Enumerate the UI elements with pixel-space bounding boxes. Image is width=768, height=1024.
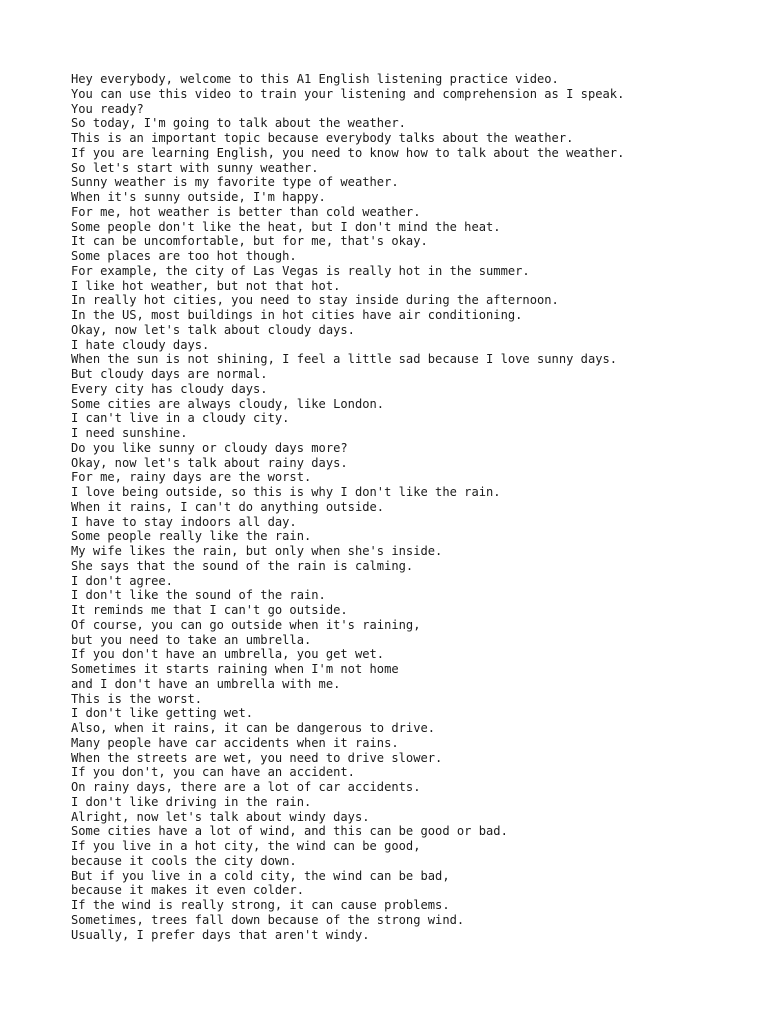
transcript-line: This is an important topic because everybody talks about the weather. (71, 131, 574, 145)
transcript-line: In the US, most buildings in hot cities have air conditioning. (71, 308, 523, 322)
transcript-line: So let's start with sunny weather. (71, 160, 319, 175)
transcript-line: For me, hot weather is better than cold weather. (71, 204, 421, 219)
transcript-line: I don't like driving in the rain. (71, 794, 312, 809)
transcript-line: and I don't have an umbrella with me. (71, 676, 341, 691)
transcript-line: Some people really like the rain. (71, 529, 312, 544)
transcript-line: Okay, now let's talk about rainy days. (71, 455, 348, 470)
transcript-line: I don't like getting wet. (71, 706, 254, 721)
transcript-line: I can't live in a cloudy city. (71, 411, 290, 426)
transcript-line: If you don't have an umbrella, you get wet. (71, 647, 385, 662)
transcript-line: For me, rainy days are the worst. (71, 470, 312, 485)
transcript-line: When it rains, I can't do anything outside. (71, 499, 385, 514)
transcript-line: I don't agree. (71, 573, 173, 588)
transcript-line: She says that the sound of the rain is calming. (71, 558, 414, 573)
transcript-line: Hey everybody, welcome to this A1 English listening practice video. (71, 72, 559, 86)
transcript-line: I have to stay indoors all day. (71, 514, 297, 529)
transcript-line: It can be uncomfortable, but for me, that's okay. (71, 234, 428, 249)
transcript-line: This is the worst. (71, 691, 203, 706)
transcript-line: Some cities are always cloudy, like London. (71, 396, 385, 411)
transcript-line: But if you live in a cold city, the wind can be bad, (71, 868, 450, 883)
transcript-line: When it's sunny outside, I'm happy. (71, 190, 326, 204)
transcript-line: but you need to take an umbrella. (71, 632, 312, 647)
transcript-line: I love being outside, so this is why I don't like the rain. (71, 485, 501, 499)
transcript-line: because it cools the city down. (71, 853, 297, 868)
transcript-line: When the streets are wet, you need to drive slower. (71, 750, 443, 765)
transcript-line: Some people don't like the heat, but I don't mind the heat. (71, 219, 501, 234)
transcript-line: In really hot cities, you need to stay inside during the afternoon. (71, 293, 559, 308)
transcript-line: because it makes it even colder. (71, 883, 304, 898)
transcript-line: For example, the city of Las Vegas is really hot in the summer. (71, 263, 530, 278)
transcript-line: But cloudy days are normal. (71, 367, 268, 381)
transcript-line: If the wind is really strong, it can cause problems. (71, 898, 450, 912)
transcript-line: I don't like the sound of the rain. (71, 588, 326, 603)
transcript-line: Of course, you can go outside when it's raining, (71, 617, 421, 632)
transcript-line: I need sunshine. (71, 426, 188, 440)
transcript-line: Usually, I prefer days that aren't windy. (71, 927, 370, 942)
transcript-line: Some cities have a lot of wind, and this can be good or bad. (71, 824, 508, 839)
transcript-line: Alright, now let's talk about windy days. (71, 809, 370, 824)
transcript-line: If you live in a hot city, the wind can be good, (71, 839, 421, 853)
transcript-line: Also, when it rains, it can be dangerous to drive. (71, 721, 436, 735)
transcript-line: Sometimes, trees fall down because of the strong wind. (71, 912, 465, 927)
transcript-line: If you don't, you can have an accident. (71, 765, 355, 780)
transcript-text (71, 72, 624, 942)
transcript-line: Many people have car accidents when it rains. (71, 735, 399, 750)
transcript-line: Sometimes it starts raining when I'm not home (71, 662, 399, 676)
transcript-line: So today, I'm going to talk about the weather. (71, 116, 406, 131)
transcript-line: Okay, now let's talk about cloudy days. (71, 322, 355, 337)
transcript-line: Every city has cloudy days. (71, 381, 268, 396)
transcript-line: When the sun is not shining, I feel a little sad because I love sunny days. (71, 352, 618, 367)
transcript-line: I like hot weather, but not that hot. (71, 278, 341, 293)
transcript-line: On rainy days, there are a lot of car accidents. (71, 780, 421, 794)
transcript-line: Sunny weather is my favorite type of weather. (71, 175, 399, 190)
transcript-line: If you are learning English, you need to know how to talk about the weather. (71, 145, 625, 160)
transcript-line: It reminds me that I can't go outside. (71, 603, 348, 617)
transcript-line: You ready? (71, 101, 144, 116)
transcript-line: You can use this video to train your listening and comprehension as I speak. (71, 86, 625, 101)
transcript-line: My wife likes the rain, but only when she's inside. (71, 544, 443, 558)
transcript-line: Some places are too hot though. (71, 249, 297, 263)
transcript-line: I hate cloudy days. (71, 337, 210, 352)
transcript-line: Do you like sunny or cloudy days more? (71, 440, 348, 455)
